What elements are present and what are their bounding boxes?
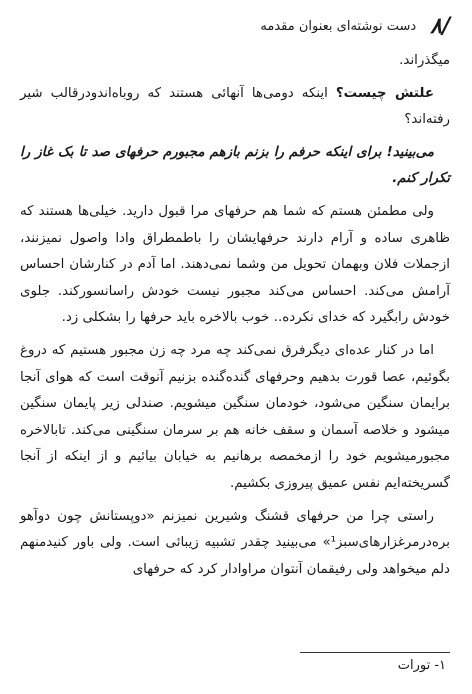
paragraph-lead: علتش چیست؟	[335, 85, 434, 101]
paragraph-text: راستی چرا من حرفهای قشنگ وشیرین نمیزنم «دوپستانش چون دوآهو بره‌درمرغزارهای‌سبز¹» می‌بینید چقدر تشبیه زیبائی است. ولی باور کنیدمنهم دلم میخواهد ولی رفیقمان آنتوان مراوادار کرد که حرفهای	[20, 508, 450, 577]
paragraph	[20, 140, 450, 193]
page-body	[20, 48, 450, 583]
paragraph-text: می‌بینید! برای اینکه حرفم را بزنم بازهم مجبورم حرفهای صد تا بک غاز را تکرار کنم.	[20, 144, 450, 187]
paragraph	[20, 199, 450, 332]
paragraph-text: اینکه دومی‌ها آنهائی هستند که روباه‌اندودرقالب شیر رفته‌اند؟	[20, 85, 450, 128]
paragraph	[20, 81, 450, 134]
running-title: دست نوشته‌ای بعنوان مقدمه	[260, 18, 417, 34]
paragraph-text: میگذراند.	[399, 53, 450, 68]
page-number: ۸/	[430, 13, 450, 39]
paragraph-text: ولی مطمئن هستم که شما هم حرفهای مرا قبول دارید. خیلی‌ها هستند که ظاهری ساده و آرام دارند حرفهایشان را باطمطراق وادا واصول نمیزنند، ازجملات فلان وبهمان تحویل من وشما نمی‌دهند. اما آدم در کنارشان احساس آرامش می‌کند. احساس می‌کند مجبور نیست خودش راسانسورکند. جلوی خودش رابگیرد که خدای نکرده.. خوب بالاخره باید حرفها را بشکلی زد.	[20, 203, 450, 326]
paragraph-text: اما در کنار عده‌ای دیگرفرق نمی‌کند چه مرد چه زن مجبور هستیم که دروغ بگوئیم، عصا قورت بدهیم وحرفهای گنده‌گنده بزنیم آنوقت است که هوای آنجا برایمان سنگین می‌شود، خودمان سنگین میشویم. صندلی زیر پایمان سنگین میشود و خلاصه آسمان و سقف خانه هم بر سرمان سنگینی می‌کند. تابالاخره مجبورمیشویم خود را ازمخمصه برهانیم به خیابان بیائیم و از اینکه از آنجا گسریخته‌ایم نفس عمیق پیروزی بکشیم.	[20, 342, 450, 491]
page-header	[170, 12, 450, 40]
paragraph	[20, 504, 450, 584]
footnote-rule	[300, 652, 450, 653]
paragraph	[20, 48, 450, 75]
footnote: ۱- تورات	[397, 658, 446, 673]
paragraph	[20, 338, 450, 498]
